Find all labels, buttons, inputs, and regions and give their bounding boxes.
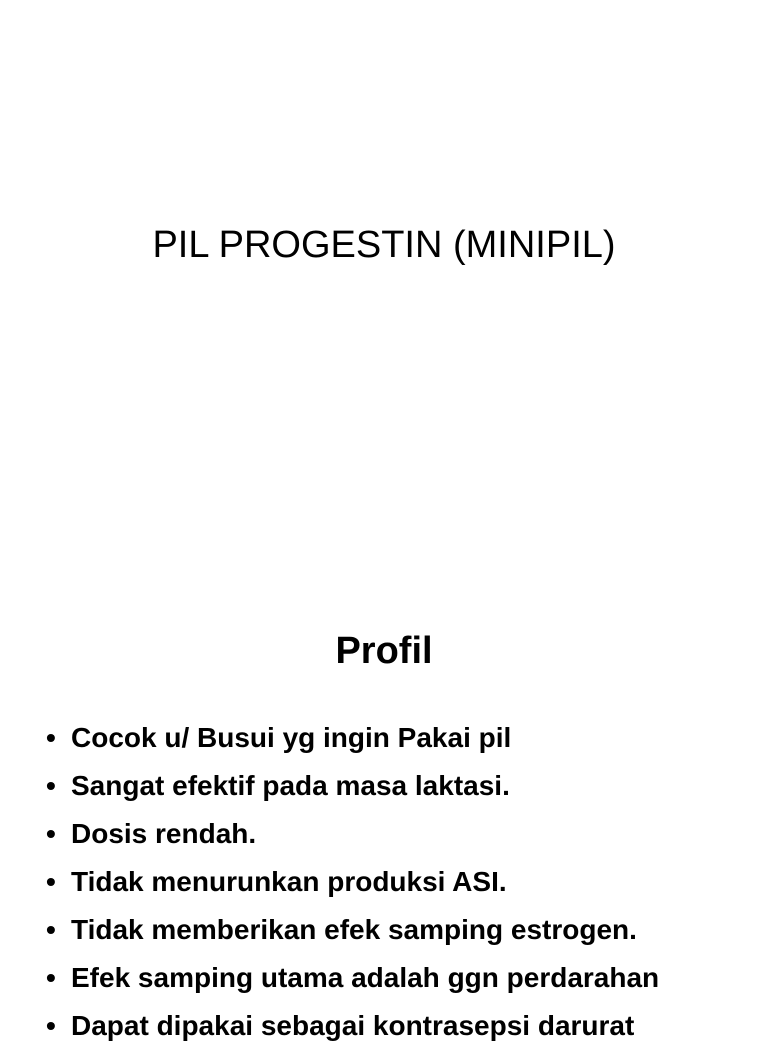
bullet-item bbox=[46, 858, 768, 906]
bullet-icon: • bbox=[46, 914, 56, 945]
bullet-icon: • bbox=[46, 722, 56, 753]
bullet-item bbox=[46, 714, 768, 762]
section-heading: Profil bbox=[335, 630, 433, 672]
bullet-text: Tidak menurunkan produksi ASI. bbox=[71, 866, 507, 897]
bullet-text: Efek samping utama adalah ggn perdarahan bbox=[71, 962, 660, 993]
bullet-item bbox=[46, 1002, 768, 1050]
bullet-text: Cocok u/ Busui yg ingin Pakai pil bbox=[71, 722, 512, 753]
bullet-text: Tidak memberikan efek samping estrogen. bbox=[71, 914, 637, 945]
bullet-icon: • bbox=[46, 818, 56, 849]
bullet-text: Dosis rendah. bbox=[71, 818, 257, 849]
bullet-list bbox=[46, 714, 768, 1050]
bullet-text: Sangat efektif pada masa laktasi. bbox=[71, 770, 510, 801]
bullet-item bbox=[46, 954, 768, 1002]
bullet-item bbox=[46, 762, 768, 810]
bullet-text: Dapat dipakai sebagai kontrasepsi darurat bbox=[71, 1010, 635, 1041]
bullet-item bbox=[46, 810, 768, 858]
bullet-item bbox=[46, 906, 768, 954]
bullet-icon: • bbox=[46, 866, 56, 897]
bullet-icon: • bbox=[46, 770, 56, 801]
bullet-icon: • bbox=[46, 962, 56, 993]
bullet-icon: • bbox=[46, 1010, 56, 1041]
slide-title: PIL PROGESTIN (MINIPIL) bbox=[152, 224, 616, 266]
